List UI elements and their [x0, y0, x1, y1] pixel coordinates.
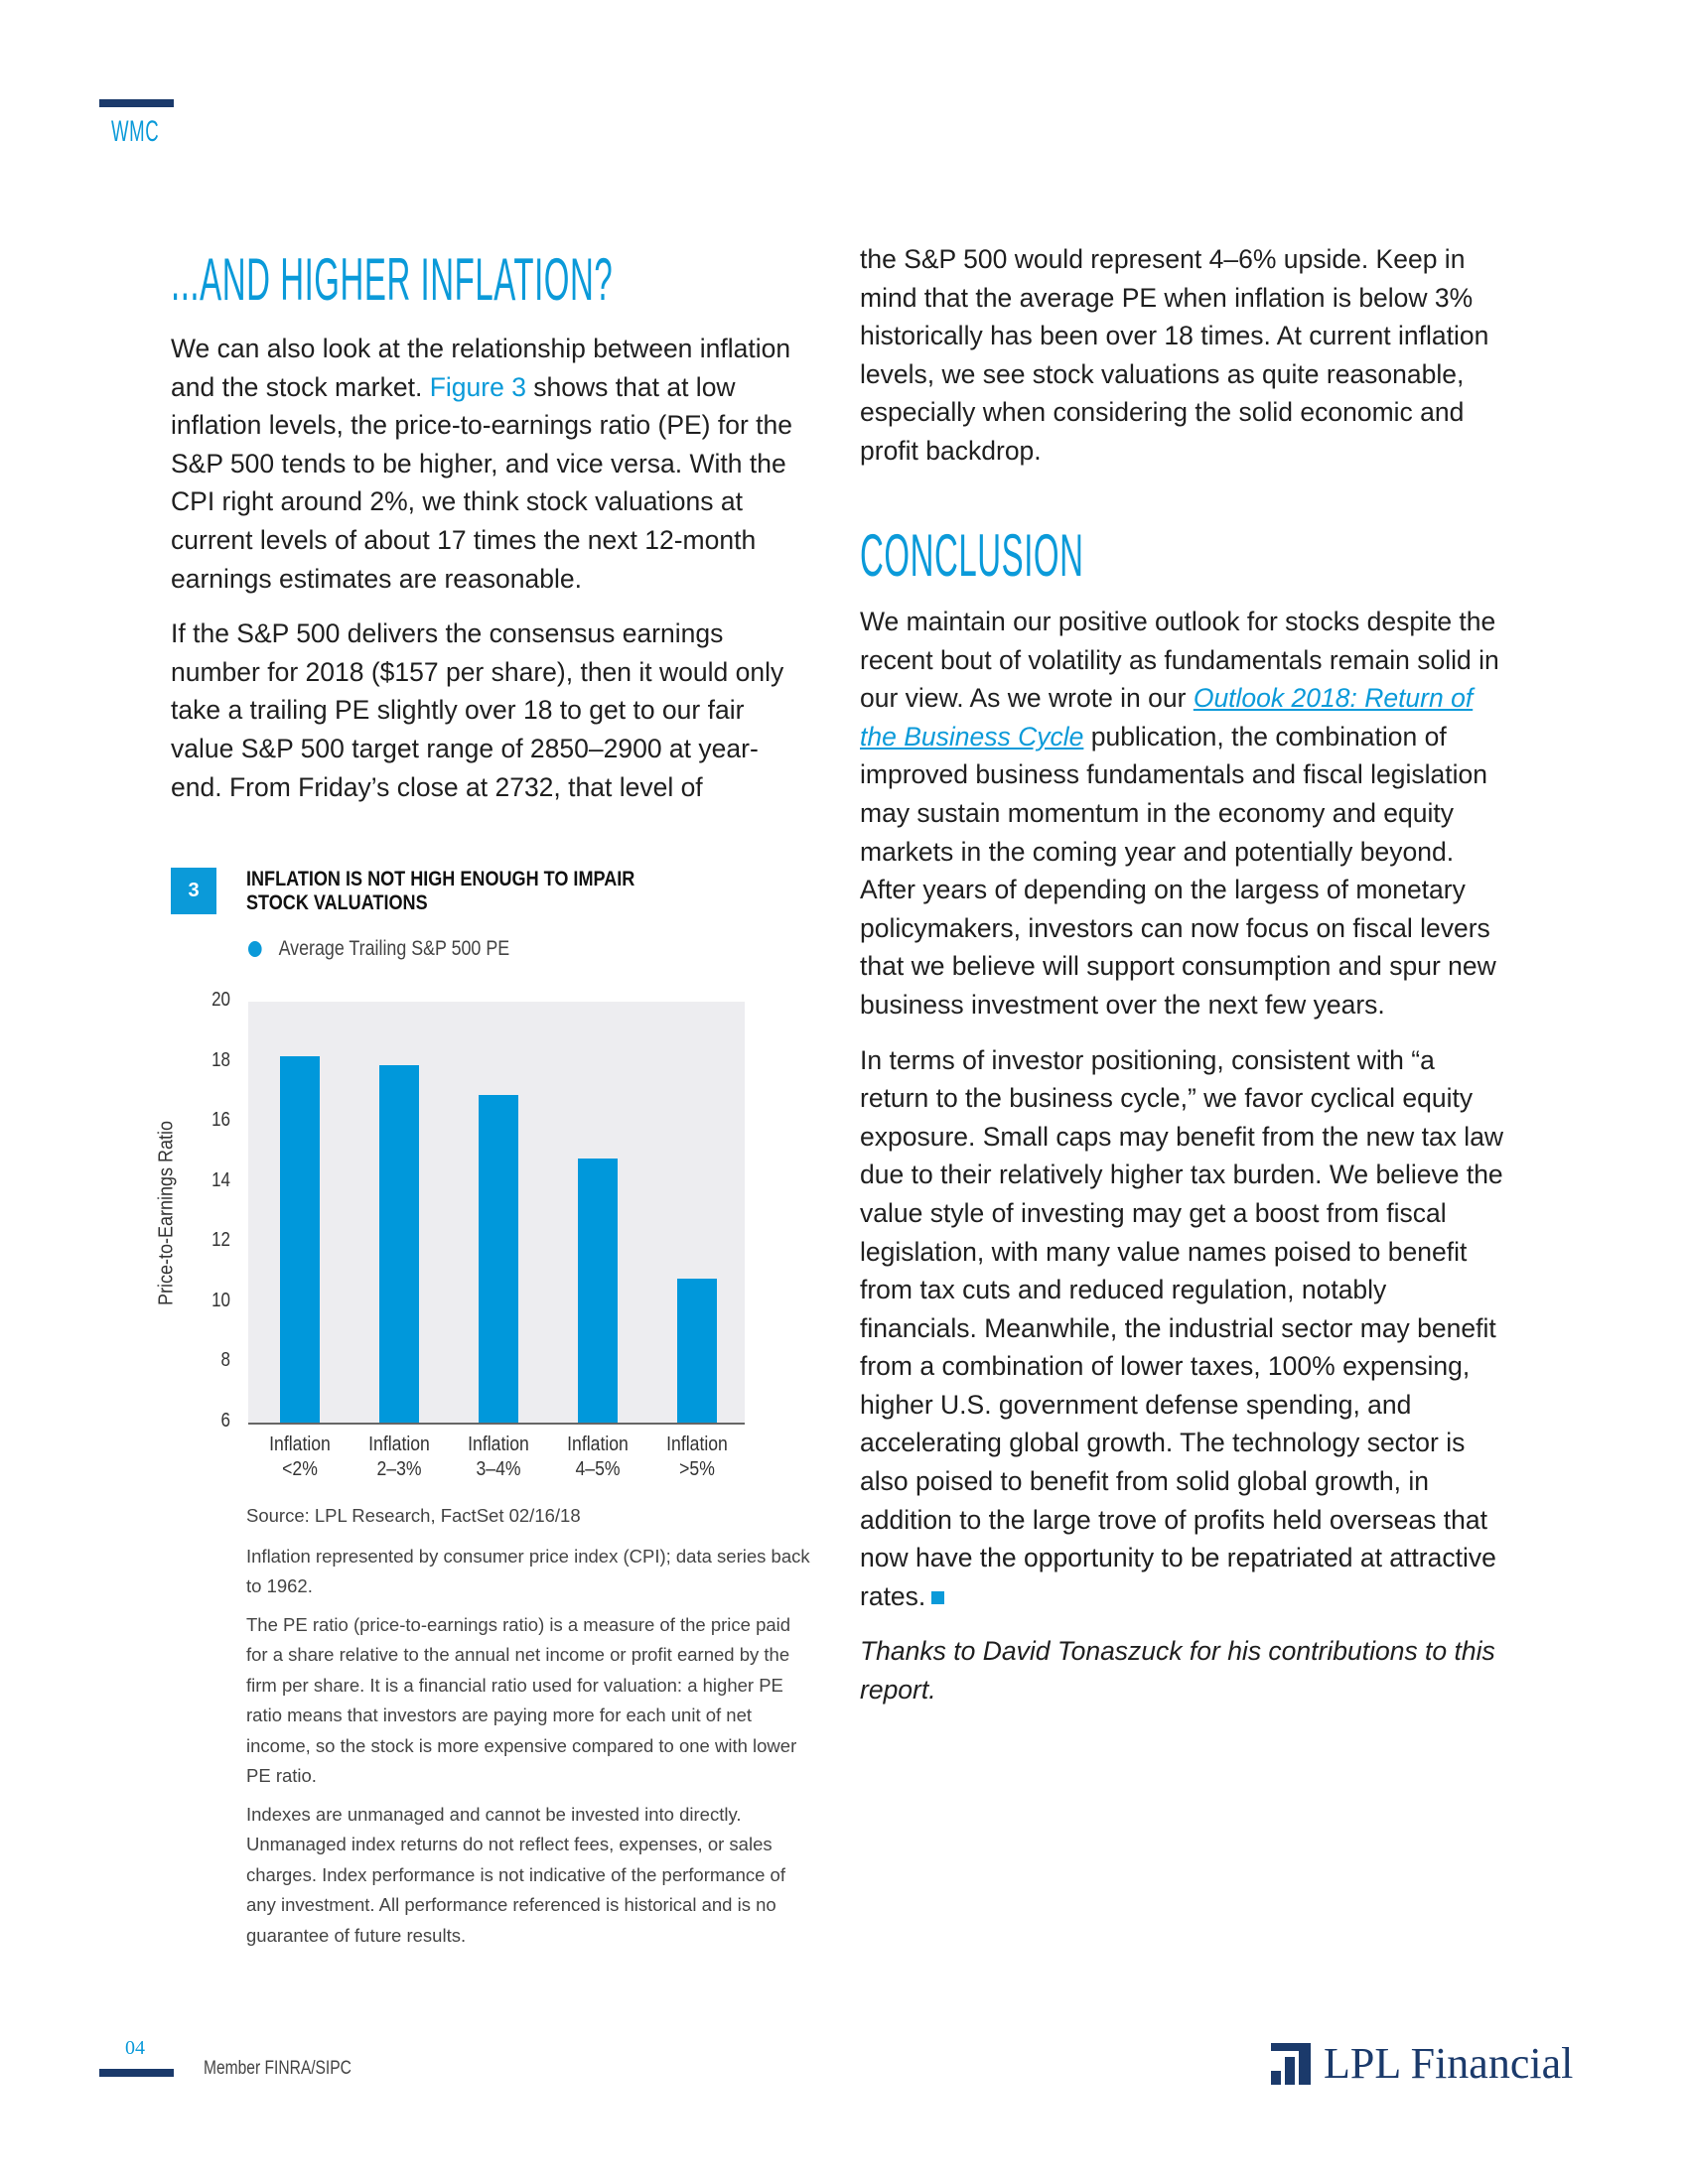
y-tick-label: 18: [211, 1048, 230, 1071]
chart-bar: [479, 1095, 518, 1423]
left-column-body: [171, 330, 806, 823]
y-tick-label: 16: [211, 1109, 230, 1132]
y-tick-label: 8: [220, 1349, 230, 1372]
section-heading-inflation: ...AND HIGHER INFLATION?: [171, 246, 614, 313]
paragraph-inflation-relationship: We can also look at the relationship between inflation and the stock market. Figure 3 shows that at low inflation levels, the price-to-earnings ratio (PE) for the S&P 500 tends to be higher, and vice versa. With the CPI right around 2%, we think stock valuations at current levels of about 17 times the next 12-month earnings estimates are reasonable.: [171, 334, 792, 594]
outlook-2018-link[interactable]: Outlook 2018: Return of the Business Cycle: [860, 683, 1474, 751]
y-tick-label: 20: [211, 989, 230, 1011]
member-finra-sipc: Member FINRA/SIPC: [204, 2058, 352, 2079]
y-tick-label: 10: [211, 1289, 230, 1311]
x-category-label: Inflation 3–4%: [468, 1433, 529, 1480]
legend-label: Average Trailing S&P 500 PE: [278, 937, 510, 960]
end-mark-icon: [931, 1591, 944, 1604]
header-accent-bar: [99, 99, 174, 107]
figure-notes: [246, 1501, 812, 1959]
chart-bar: [379, 1065, 419, 1423]
paragraph-upside: the S&P 500 would represent 4–6% upside. Keep in mind that the average PE when inflation is below 3% historically has been over 18 times. At current inflation levels, we see stock valuations as quite reasonable, especially when considering the solid economic and profit backdrop.: [860, 244, 1489, 466]
figure-number-badge: 3: [171, 868, 216, 914]
figure-3-link[interactable]: Figure 3: [429, 371, 526, 402]
x-category-label: Inflation <2%: [269, 1433, 331, 1480]
lpl-financial-logo: [1271, 2039, 1574, 2088]
bar-chart-plot-area: [248, 1002, 745, 1425]
figure-note-cpi: Inflation represented by consumer price index (CPI); data series back to 1962.: [246, 1545, 810, 1596]
paragraph-earnings-target: If the S&P 500 delivers the consensus earnings number for 2018 ($157 per share), then it would only take a trailing PE slightly over 18 to get to our fair value S&P 500 target range of 2850–2900 at year-end. From Friday’s close at 2732, that level of: [171, 618, 784, 802]
section-label: WMC: [111, 115, 160, 148]
x-category-label: Inflation 2–3%: [368, 1433, 430, 1480]
paragraph-positioning: In terms of investor positioning, consistent with “a return to the business cycle,” we favor cyclical equity exposure. Small caps may benefit from the new tax law due to their relatively higher tax burden. We believe the value style of investing may get a boost from fiscal legislation, with many value names poised to benefit from tax cuts and reduced regulation, notably financials. Meanwhile, the industrial sector may benefit from a combination of lower taxes, 100% expensing, higher U.S. government defense spending, and accelerating global growth. The technology sector is also poised to benefit from solid global growth, in addition to the large trove of profits held overseas that now have the opportunity to be repatriated at attractive rates.: [860, 1044, 1504, 1611]
y-tick-label: 14: [211, 1168, 230, 1191]
chart-legend: [248, 937, 509, 961]
lpl-logo-icon: [1271, 2043, 1311, 2085]
lpl-logo-text: LPL Financial: [1324, 2039, 1574, 2088]
section-heading-conclusion: CONCLUSION: [860, 522, 1084, 589]
x-category-label: Inflation >5%: [666, 1433, 728, 1480]
figure-note-pe-ratio: The PE ratio (price-to-earnings ratio) is a measure of the price paid for a share relative to the annual net income or profit earned by the firm per share. It is a financial ratio used for valuation: a higher PE ratio means that investors are paying more for each unit of net income, so the stock is more expensive compared to one with lower PE ratio.: [246, 1613, 797, 1786]
right-column-conclusion: [860, 603, 1505, 1726]
figure-source: Source: LPL Research, FactSet 02/16/18: [246, 1505, 581, 1526]
footer-accent-bar: [99, 2069, 174, 2077]
chart-bar: [578, 1159, 618, 1424]
paragraph-outlook: We maintain our positive outlook for stocks despite the recent bout of volatility as fundamentals remain solid in our view. As we wrote in our Outlook 2018: Return of the Business Cycle publication, the combination of improved business fundamentals and fiscal legislation may sustain momentum in the economy and equity markets in the coming year and potentially beyond. After years of depending on the largess of monetary policymakers, investors can now focus on fiscal levers that we believe will support consumption and spur new business investment over the next few years.: [860, 607, 1499, 1020]
legend-dot-icon: [248, 941, 262, 957]
chart-bar: [677, 1279, 717, 1423]
y-axis-label: Price-to-Earnings Ratio: [155, 1120, 178, 1306]
x-category-label: Inflation 4–5%: [567, 1433, 629, 1480]
chart-bar: [280, 1056, 320, 1423]
y-tick-label: 6: [220, 1410, 230, 1432]
figure-note-indexes: Indexes are unmanaged and cannot be invested into directly. Unmanaged index returns do not reflect fees, expenses, or sales charges. Index performance is not indicative of the performance of any investment. All performance referenced is historical and is no guarantee of future results.: [246, 1803, 785, 1946]
figure-title: INFLATION IS NOT HIGH ENOUGH TO IMPAIR STOCK VALUATIONS: [246, 868, 635, 914]
y-tick-label: 12: [211, 1229, 230, 1252]
acknowledgement: Thanks to David Tonaszuck for his contributions to this report.: [860, 1636, 1495, 1706]
right-column-continuation: [860, 240, 1505, 487]
page-number: 04: [125, 2037, 145, 2059]
